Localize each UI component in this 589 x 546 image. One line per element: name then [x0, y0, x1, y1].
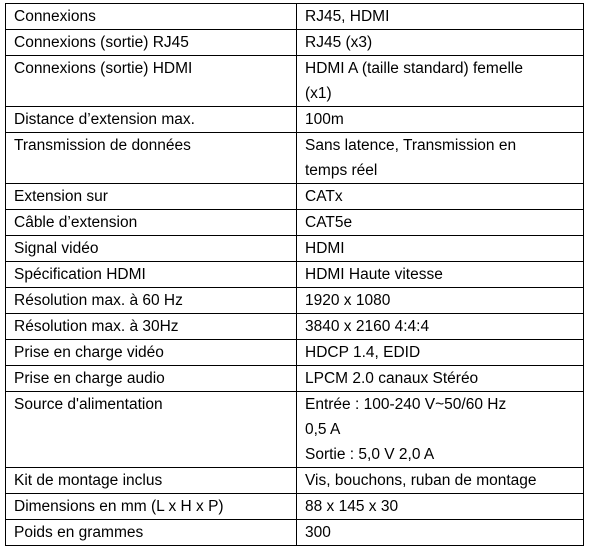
table-row — [6, 314, 584, 340]
spec-label: Extension sur — [6, 184, 297, 210]
specifications-table — [5, 3, 584, 546]
table-row — [6, 392, 584, 468]
spec-value — [297, 392, 584, 468]
spec-value-line: CATx — [305, 188, 343, 205]
spec-label: Câble d’extension — [6, 210, 297, 236]
spec-value-line: HDMI — [305, 240, 345, 257]
spec-value-line: 0,5 A — [305, 421, 341, 438]
table-row — [6, 262, 584, 288]
spec-value — [297, 133, 584, 184]
spec-label: Dimensions en mm (L x H x P) — [6, 494, 297, 520]
table-row — [6, 107, 584, 133]
spec-value-line: Vis, bouchons, ruban de montage — [305, 472, 537, 489]
table-row — [6, 30, 584, 56]
spec-label: Distance d’extension max. — [6, 107, 297, 133]
spec-value — [297, 210, 584, 236]
spec-label: Transmission de données — [6, 133, 297, 184]
spec-label: Résolution max. à 60 Hz — [6, 288, 297, 314]
spec-label: Spécification HDMI — [6, 262, 297, 288]
spec-value — [297, 314, 584, 340]
spec-label: Connexions — [6, 4, 297, 30]
spec-label: Source d'alimentation — [6, 392, 297, 468]
table-row — [6, 494, 584, 520]
spec-value — [297, 340, 584, 366]
table-row — [6, 236, 584, 262]
spec-label: Poids en grammes — [6, 520, 297, 546]
spec-label: Prise en charge audio — [6, 366, 297, 392]
spec-value-line: 88 x 145 x 30 — [305, 498, 399, 515]
spec-value — [297, 30, 584, 56]
spec-value-line: 100m — [305, 111, 344, 128]
spec-value-line: 1920 x 1080 — [305, 292, 391, 309]
spec-value — [297, 184, 584, 210]
spec-value-line: temps réel — [305, 162, 378, 179]
spec-value — [297, 4, 584, 30]
spec-value — [297, 262, 584, 288]
spec-value-line: Sortie : 5,0 V 2,0 A — [305, 446, 435, 463]
spec-label: Kit de montage inclus — [6, 468, 297, 494]
spec-value-line: LPCM 2.0 canaux Stéréo — [305, 370, 479, 387]
spec-value-line: HDCP 1.4, EDID — [305, 344, 421, 361]
spec-label: Connexions (sortie) RJ45 — [6, 30, 297, 56]
spec-value-line: HDMI Haute vitesse — [305, 266, 443, 283]
spec-value — [297, 56, 584, 107]
spec-value — [297, 107, 584, 133]
spec-value — [297, 494, 584, 520]
table-row — [6, 366, 584, 392]
spec-label: Prise en charge vidéo — [6, 340, 297, 366]
table-row — [6, 340, 584, 366]
spec-value-line: Entrée : 100-240 V~50/60 Hz — [305, 396, 507, 413]
spec-value — [297, 236, 584, 262]
table-row — [6, 4, 584, 30]
spec-value-line: RJ45, HDMI — [305, 8, 390, 25]
spec-label: Résolution max. à 30Hz — [6, 314, 297, 340]
table-row — [6, 468, 584, 494]
table-row — [6, 520, 584, 546]
spec-value — [297, 520, 584, 546]
spec-value-line: Sans latence, Transmission en — [305, 137, 517, 154]
spec-value-line: (x1) — [305, 85, 332, 102]
spec-value-line: HDMI A (taille standard) femelle — [305, 60, 523, 77]
spec-value — [297, 468, 584, 494]
table-row — [6, 56, 584, 107]
spec-value-line: RJ45 (x3) — [305, 34, 373, 51]
table-row — [6, 133, 584, 184]
spec-label: Connexions (sortie) HDMI — [6, 56, 297, 107]
specifications-table-body — [6, 4, 584, 546]
spec-value-line: CAT5e — [305, 214, 353, 231]
table-row — [6, 288, 584, 314]
spec-value — [297, 288, 584, 314]
spec-value-line: 300 — [305, 524, 331, 541]
spec-label: Signal vidéo — [6, 236, 297, 262]
spec-value-line: 3840 x 2160 4:4:4 — [305, 318, 430, 335]
spec-value — [297, 366, 584, 392]
table-row — [6, 210, 584, 236]
table-row — [6, 184, 584, 210]
